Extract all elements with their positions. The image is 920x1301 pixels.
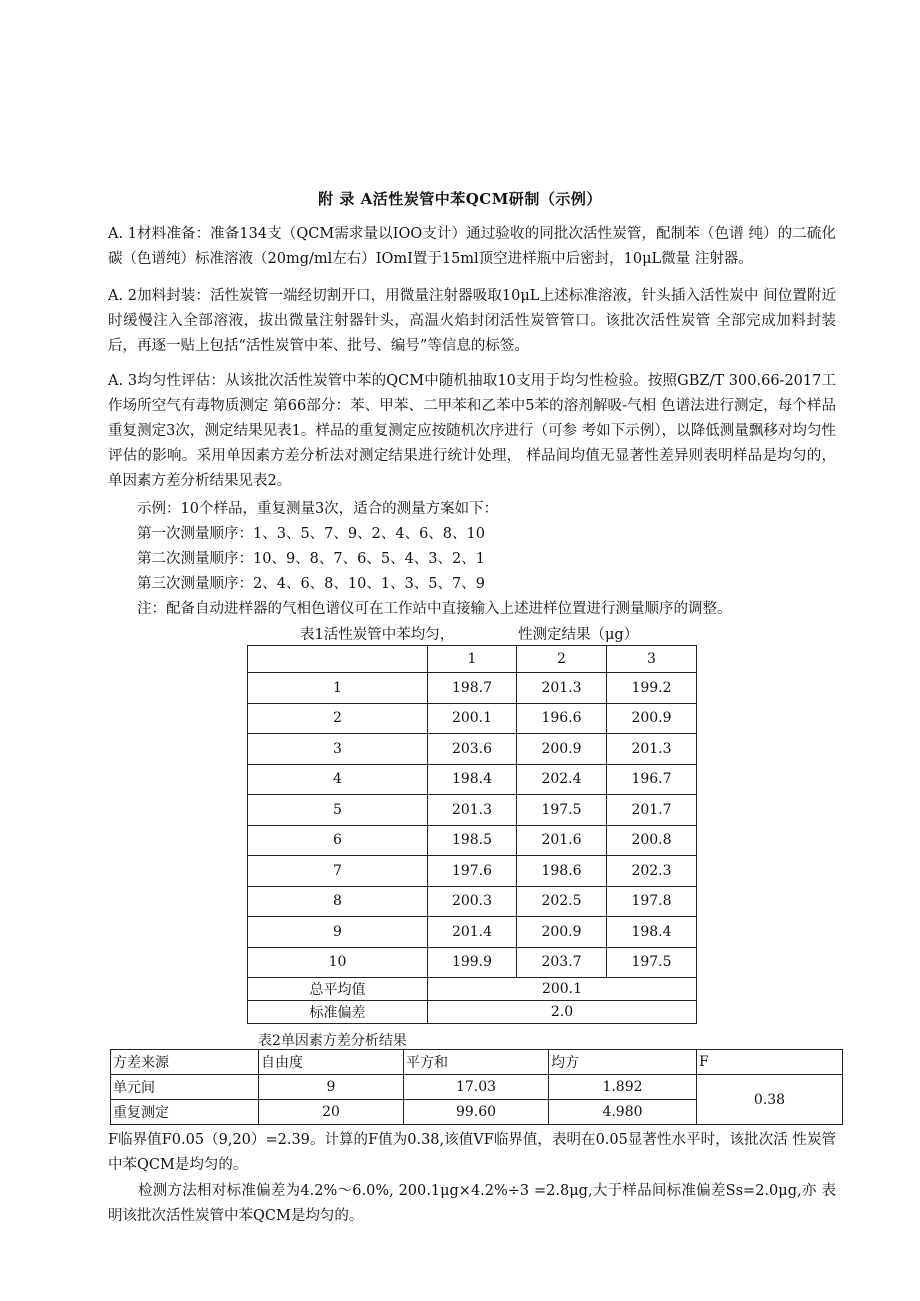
table1-header-row	[248, 646, 697, 673]
mean-label: 总平均值	[248, 978, 428, 1001]
example-first-order: 第一次测量顺序：1、3、5、7、9、2、4、6、8、10	[137, 526, 485, 542]
table1-header-cell: 3	[607, 646, 697, 673]
table-cell: 6	[248, 825, 428, 856]
table-cell: 200.1	[428, 703, 517, 734]
table-cell: 198.4	[607, 917, 697, 948]
table-cell: 8	[248, 886, 428, 917]
table-cell: 200.9	[517, 917, 607, 948]
table-cell: 197.5	[517, 795, 607, 826]
table-cell: 199.9	[428, 947, 517, 978]
f-value-cell: 0.38	[697, 1075, 843, 1125]
table1-header-cell: 2	[517, 646, 607, 673]
table-row	[248, 947, 697, 978]
section-a3-paragraph: A. 3均匀性评估：从该批次活性炭管中苯的QCM中随机抽取10支用于均匀性检验。按照GBZ/T 300.66-2017工作场所空气有毒物质测定 第66部分：苯、甲苯、二甲苯和乙苯中5苯的溶剂解吸-气相 色谱法进行测定，每个样品重复测定3次，测定结果见表1。样品的重复测定应按随机次序进行（可参 考如下示例），以降低测量飘移对均匀性评估的影响。采用单因素方差分析法对测定结果进行统计处理， 样品间均值无显著性差异则表明样品是均匀的，单因素方差分析结果见表2。	[108, 373, 836, 489]
table1-homogeneity-results	[247, 645, 697, 1024]
table-cell: 4.980	[549, 1100, 697, 1125]
table-cell: 198.4	[428, 764, 517, 795]
table-cell: 单元间	[111, 1075, 259, 1100]
table-cell: 5	[248, 795, 428, 826]
table-cell: 4	[248, 764, 428, 795]
table1-caption-part-b: 性测定结果（μg）	[518, 627, 639, 643]
table-cell: 199.2	[607, 673, 697, 704]
table-row	[248, 673, 697, 704]
table-cell: 20	[259, 1100, 404, 1125]
example-second-order: 第二次测量顺序：10、9、8、7、6、5、4、3、2、1	[137, 551, 485, 567]
table-cell: 9	[259, 1075, 404, 1100]
table-row	[248, 734, 697, 765]
table-cell: 200.9	[607, 703, 697, 734]
table-cell: 17.03	[404, 1075, 549, 1100]
table-cell: 201.3	[428, 795, 517, 826]
table-cell: 99.60	[404, 1100, 549, 1125]
example-third-order: 第三次测量顺序：2、4、6、8、10、1、3、5、7、9	[137, 576, 485, 592]
section-a1-paragraph: A. 1材料准备：准备134支（QCM需求量以IOO支计）通过验收的同批次活性炭管，配制苯（色谱 纯）的二硫化碳（色谱纯）标准溶液（20mg/ml左右）IOmI置于15ml顶空进样瓶中后密封，10μL微量 注射器。	[108, 226, 836, 267]
table-cell: 196.7	[607, 764, 697, 795]
table-cell: 重复测定	[111, 1100, 259, 1125]
table2-header-cell: 自由度	[259, 1050, 404, 1075]
table1-header-cell	[248, 646, 428, 673]
table-cell: 197.8	[607, 886, 697, 917]
table-cell: 197.6	[428, 856, 517, 887]
table-row	[248, 886, 697, 917]
table1-caption-part-a: 表1活性炭管中苯均匀，	[300, 627, 455, 643]
table-cell: 198.6	[517, 856, 607, 887]
conclusion-f-test: F临界值F0.05（9,20）=2.39。计算的F值为0.38,该值VF临界值，表明在0.05显著性水平时，该批次活 性炭管中苯QCM是均匀的。	[108, 1132, 836, 1173]
table-row	[248, 703, 697, 734]
table-cell: 196.6	[517, 703, 607, 734]
table2-header-cell: 方差来源	[111, 1050, 259, 1075]
table-cell: 203.7	[517, 947, 607, 978]
table-cell: 3	[248, 734, 428, 765]
table-cell: 2	[248, 703, 428, 734]
table-cell: 9	[248, 917, 428, 948]
table-cell: 201.7	[607, 795, 697, 826]
table-cell: 1	[248, 673, 428, 704]
table1-header-cell: 1	[428, 646, 517, 673]
table-cell: 200.9	[517, 734, 607, 765]
table-row	[111, 1075, 843, 1100]
table-cell: 202.5	[517, 886, 607, 917]
sd-value: 2.0	[428, 1001, 697, 1024]
table-cell: 7	[248, 856, 428, 887]
table-cell: 202.4	[517, 764, 607, 795]
table-cell: 201.4	[428, 917, 517, 948]
table-cell: 201.3	[607, 734, 697, 765]
table-cell: 1.892	[549, 1075, 697, 1100]
table-cell: 200.3	[428, 886, 517, 917]
example-note: 注：配备自动进样器的气相色谱仪可在工作站中直接输入上述进样位置进行测量顺序的调整。	[137, 601, 732, 617]
table2-header-row	[111, 1050, 843, 1075]
table-cell: 198.7	[428, 673, 517, 704]
appendix-title: 附 录 A活性炭管中苯QCM研制（示例）	[318, 190, 602, 208]
mean-value: 200.1	[428, 978, 697, 1001]
conclusion-rsd: 检测方法相对标准偏差为4.2%～6.0%, 200.1μg×4.2%÷3 =2.8μg,大于样品间标准偏差Ss=2.0μg,亦 表明该批次活性炭管中苯QCM是均匀的。	[108, 1183, 836, 1224]
table-row	[248, 764, 697, 795]
sd-label: 标准偏差	[248, 1001, 428, 1024]
table2-anova-results	[110, 1049, 843, 1125]
table-cell: 202.3	[607, 856, 697, 887]
table-row	[248, 917, 697, 948]
table2-caption: 表2单因素方差分析结果	[258, 1033, 407, 1049]
table-row	[248, 825, 697, 856]
table-cell: 10	[248, 947, 428, 978]
table-cell: 198.5	[428, 825, 517, 856]
table-row	[248, 795, 697, 826]
table-cell: 201.3	[517, 673, 607, 704]
table2-header-cell: 平方和	[404, 1050, 549, 1075]
table2-header-cell: 均方	[549, 1050, 697, 1075]
table-cell: 201.6	[517, 825, 607, 856]
table-cell: 200.8	[607, 825, 697, 856]
section-a2-paragraph: A. 2加料封装：活性炭管一端经切割开口，用微量注射器吸取10μL上述标准溶液，针头插入活性炭中 间位置附近时缓慢注入全部溶液，拔出微量注射器针头，高温火焰封闭活性炭管管口。该批次活性炭管 全部完成加料封装后，再逐一贴上包括“活性炭管中苯、批号、编号”等信息的标签。	[108, 288, 836, 354]
table2-header-cell: F	[697, 1050, 843, 1075]
table-row	[248, 856, 697, 887]
table-cell: 203.6	[428, 734, 517, 765]
table-cell: 197.5	[607, 947, 697, 978]
table1-sd-row	[248, 1001, 697, 1024]
example-intro: 示例：10个样品，重复测量3次，适合的测量方案如下：	[137, 501, 499, 517]
table1-mean-row	[248, 978, 697, 1001]
